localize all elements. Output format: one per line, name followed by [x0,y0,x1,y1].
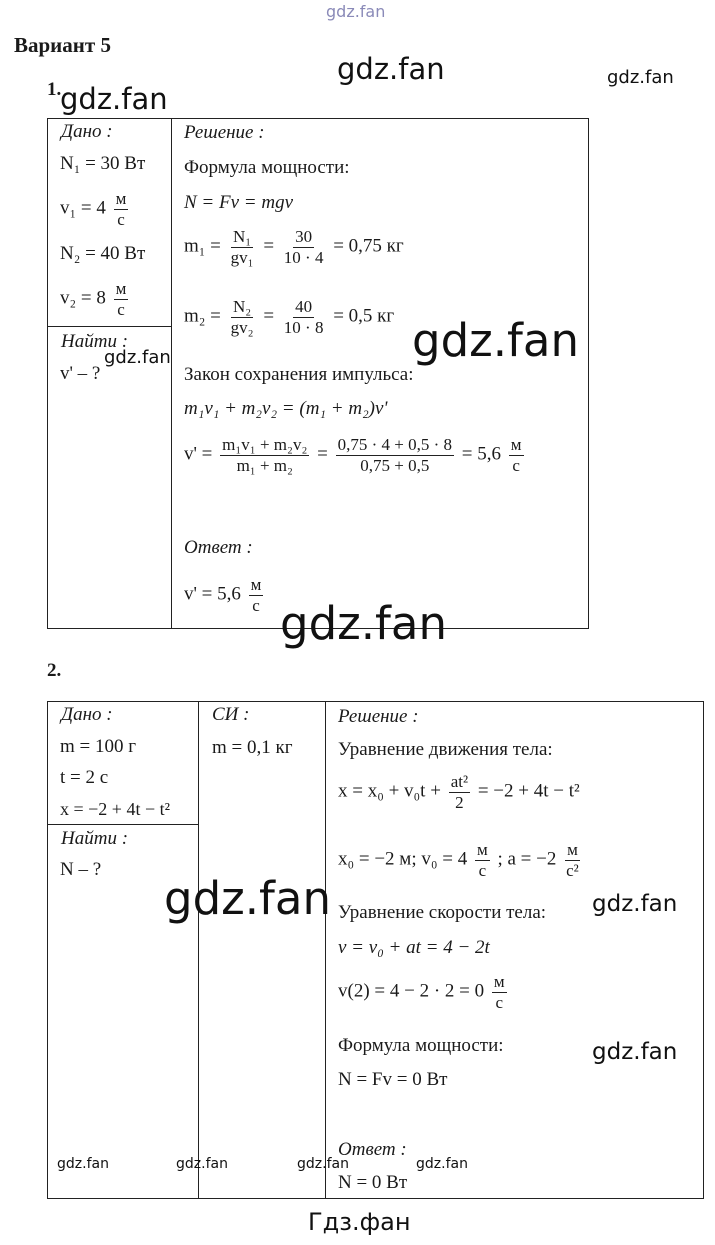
problem1-find-label: Найти : [61,331,129,352]
watermark: gdz.fan [592,1039,678,1065]
watermark: gdz.fan [164,872,331,925]
unit-fraction: $\frac{м}{с}$ [510,435,522,475]
problem2-answer-label: Ответ : [338,1139,407,1160]
problem1-number: 1. [47,79,62,100]
problem1-given-v1: v₁ = 4 $\frac{м}{с}$ [60,189,127,229]
problem1-given-label: Дано : [61,121,113,142]
problem1-given-v2: v₂ = 8 $\frac{м}{с}$ [60,279,127,319]
problem2-velocity-equation-label: Уравнение скорости тела: [338,902,547,923]
problem1-solution-label: Решение : [184,122,265,143]
watermark: gdz.fan [607,67,674,88]
problem2-parameters: x₀ = −2 м; v₀ = 4 $\frac{м}{с}$ ; a = −2 $\frac{м}{\text{с²}}$ [338,840,579,880]
problem2-given-time: t = 2 с [60,767,109,788]
problem2-divider-si [198,701,199,1199]
problem2-given-label: Дано : [61,704,113,725]
problem2-power-formula: N = Fv = 0 Вт [338,1069,448,1090]
problem1-given-n1: N₁ = 30 Вт [60,153,146,174]
problem2-motion-equation: x = x₀ + v₀t + $\frac{\text{at²}}{2}$ = −2 + 4t − t² [338,772,580,812]
problem1-answer-label: Ответ : [184,537,253,558]
problem2-motion-equation-label: Уравнение движения тела: [338,739,553,760]
unit-fraction-squared: $\frac{м}{\text{с²}}$ [566,840,579,880]
problem1-momentum-equation: m₁v₁ + m₂v₂ = (m₁ + m₂)v' [184,398,388,419]
problem1-given-n2: N₂ = 40 Вт [60,243,146,264]
problem1-given-separator [47,326,171,327]
problem1-power-formula: N = Fv = mgv [184,192,294,213]
watermark: gdz.fan [57,1156,109,1172]
problem1-power-formula-label: Формула мощности: [184,157,350,178]
watermark: gdz.fan [412,314,579,367]
problem2-find: N – ? [60,859,102,880]
watermark: gdz.fan [280,597,447,650]
problem2-answer: N = 0 Вт [338,1172,408,1193]
watermark: gdz.fan [337,52,445,86]
problem2-given-mass: m = 100 г [60,736,137,757]
problem1-m2-equation: m₂ = $\frac{\text{N₂}}{\text{gv₂}}$ = $\frac{40}{10 \cdot 8}$ = 0,5 кг [184,297,395,337]
problem1-momentum-law-label: Закон сохранения импульса: [184,364,414,385]
watermark: gdz.fan [104,347,171,368]
problem2-power-formula-label: Формула мощности: [338,1035,504,1056]
watermark: gdz.fan [176,1156,228,1172]
unit-fraction: $\frac{м}{с}$ [476,840,488,880]
problem2-si-label: СИ : [212,704,250,725]
watermark: gdz.fan [592,891,678,917]
unit-fraction: $\frac{м}{с}$ [115,189,127,229]
problem2-find-label: Найти : [61,828,129,849]
problem2-given-position: x = −2 + 4t − t² [60,799,171,819]
footer-watermark: Гдз.фан [308,1208,411,1236]
unit-fraction: $\frac{м}{с}$ [493,972,505,1012]
unit-fraction: $\frac{м}{с}$ [250,575,262,615]
problem2-divider-solution [325,701,326,1199]
problem2-given-separator [47,824,198,825]
problem2-si-mass: m = 0,1 кг [212,737,293,758]
problem1-answer: v' = 5,6 $\frac{м}{с}$ [184,575,262,615]
problem1-m1-equation: m₁ = $\frac{\text{N₁}}{\text{gv₁}}$ = $\frac{30}{10 \cdot 4}$ = 0,75 кг [184,227,404,267]
problem1-velocity-equation: v' = $\frac{\text{m₁v₁ + m₂v₂}}{\text{m₁ + m₂}}$ = $\frac{0,75 \cdot 4 + 0,5 \cdot 8}{0,75 + 0,5}$ = 5,6 $\frac{м}{с}$ [184,435,522,475]
header-watermark: gdz.fan [326,2,386,21]
problem2-velocity-equation: v = v₀ + at = 4 − 2t [338,937,490,958]
watermark: gdz.fan [416,1156,468,1172]
problem2-number: 2. [47,660,62,681]
watermark: gdz.fan [297,1156,349,1172]
unit-fraction: $\frac{м}{с}$ [115,279,127,319]
problem2-velocity-value: v(2) = 4 − 2 · 2 = 0 $\frac{м}{с}$ [338,972,505,1012]
watermark: gdz.fan [60,82,168,116]
variant-title: Вариант 5 [14,33,111,57]
problem1-divider [171,118,172,629]
problem1-find: v' – ? [60,363,101,384]
problem2-solution-label: Решение : [338,706,419,727]
